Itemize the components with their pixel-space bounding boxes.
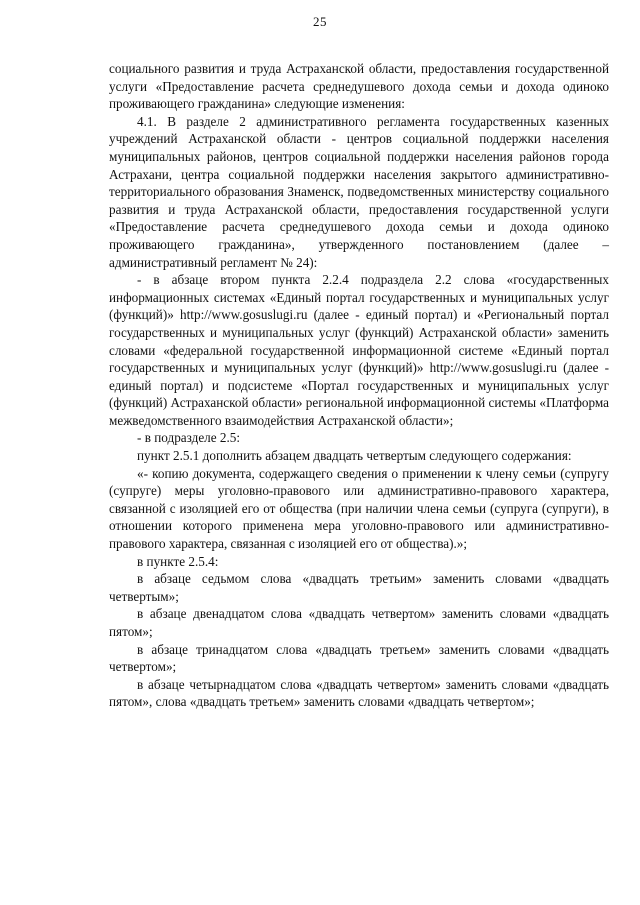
paragraph-seventh-abzac: в абзаце седьмом слова «двадцать третьим» заменить словами «двадцать четвертым»;	[109, 571, 609, 604]
paragraph-4-1: 4.1. В разделе 2 административного регламента государственных казенных учреждений Астраханской области - центров социальной поддержки населения муниципальных районов, центров социальной поддержки населения районов города Астрахани, центра социальной поддержки населения закрытого административно-территориального образования Знаменск, подведомственных министерству социального развития и труда Астраханской области, предоставления государственной услуги «Предоставление расчета среднедушевого дохода семьи и дохода одиноко проживающего гражданина», утвержденного постановлением (далее – административный регламент № 24):	[109, 113, 609, 270]
paragraph-2-2-4-amendment: - в абзаце втором пункта 2.2.4 подраздела 2.2 слова «государственных информационных системах «Единый портал государственных и муниципальных услуг (функций)» http://www.gosuslugi.ru (далее - единый портал) и «Региональный портал государственных и муниципальных услуг (функций) Астраханской области» заменить словами «федеральной государственной информационной системе «Единый портал государственных и муниципальных услуг (функций)» http://www.gosuslugi.ru (далее - единый портал) и подсистеме «Портал государственных и муниципальных услуг (функций) Астраханской области» региональной информационной системы «Платформа межведомственного взаимодействия Астраханской области»;	[109, 272, 609, 428]
paragraph-2-5-4: в пункте 2.5.4:	[137, 553, 219, 569]
paragraph-twelfth-abzac: в абзаце двенадцатом слова «двадцать четвертом» заменить словами «двадцать пятом»;	[109, 606, 609, 639]
paragraph-2-5-1: пункт 2.5.1 дополнить абзацем двадцать четвертым следующего содержания:	[137, 448, 572, 464]
document-body	[109, 60, 609, 711]
page-number: 25	[313, 14, 327, 29]
paragraph-intro-continuation: социального развития и труда Астраханской области, предоставления государственной услуги «Предоставление расчета среднедушевого дохода семьи и дохода одиноко проживающего гражданина» следующие изменения:	[109, 61, 609, 112]
paragraph-subsection-2-5: - в подразделе 2.5:	[137, 430, 241, 446]
paragraph-quoted-addition: «- копию документа, содержащего сведения о применении к члену семьи (супругу (супруге) меры уголовно-правового или административно-правового характера, связанной с изоляцией его от общества (при наличии члена семьи (супруга (супруги), в отношении которого применена мера уголовно-правового или административно-правового характера, связанная с изоляцией его от общества).»;	[109, 465, 609, 552]
paragraph-thirteenth-abzac: в абзаце тринадцатом слова «двадцать третьем» заменить словами «двадцать четвертом»;	[109, 641, 609, 675]
paragraph-fourteenth-abzac: в абзаце четырнадцатом слова «двадцать четвертом» заменить словами «двадцать пятом», слова «двадцать третьем» заменить словами «двадцать четвертом»;	[109, 676, 609, 710]
